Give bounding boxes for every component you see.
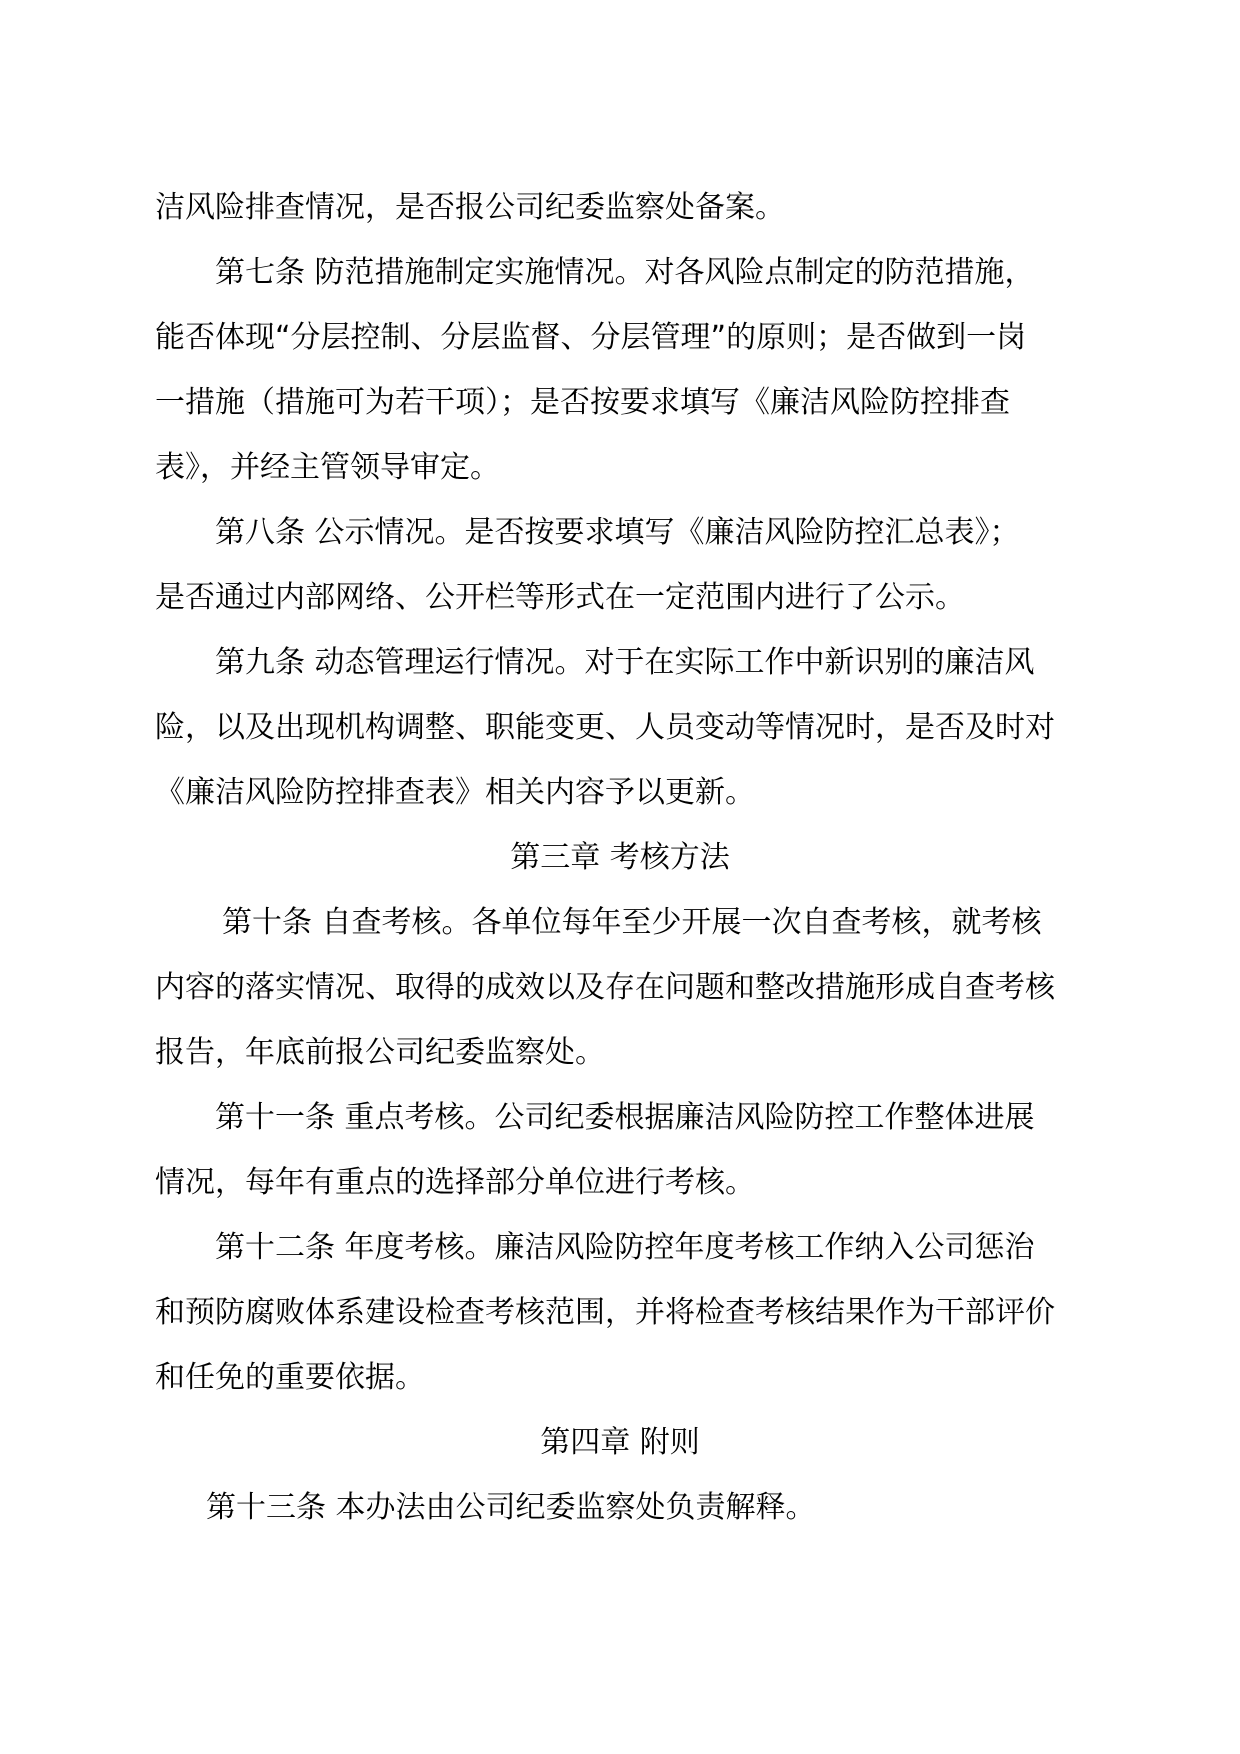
- paragraph-line: 表》，并经主管领导审定。: [155, 450, 500, 485]
- article-13-line: 第十三条 本办法由公司纪委监察处负责解释。: [206, 1490, 816, 1525]
- article-7-line: 第七条 防范措施制定实施情况。对各风险点制定的防范措施，: [215, 255, 1035, 290]
- paragraph-line: 能否体现“分层控制、分层监督、分层管理”的原则；是否做到一岗: [155, 320, 1027, 355]
- paragraph-line: 情况，每年有重点的选择部分单位进行考核。: [155, 1165, 755, 1200]
- paragraph-line: 内容的落实情况、取得的成效以及存在问题和整改措施形成自查考核: [155, 970, 1055, 1005]
- paragraph-line: 报告，年底前报公司纪委监察处。: [155, 1035, 605, 1070]
- paragraph-line: 《廉洁风险防控排查表》相关内容予以更新。: [155, 775, 755, 810]
- article-12-line: 第十二条 年度考核。廉洁风险防控年度考核工作纳入公司惩治: [215, 1230, 1035, 1265]
- chapter-3-heading: 第三章 考核方法: [510, 840, 730, 875]
- article-9-line: 第九条 动态管理运行情况。对于在实际工作中新识别的廉洁风: [215, 645, 1035, 680]
- paragraph-line: 和预防腐败体系建设检查考核范围，并将检查考核结果作为干部评价: [155, 1295, 1055, 1330]
- paragraph-line: 险，以及出现机构调整、职能变更、人员变动等情况时，是否及时对: [155, 710, 1055, 745]
- paragraph-line: 和任免的重要依据。: [155, 1360, 425, 1395]
- article-10-line: 第十条 自查考核。各单位每年至少开展一次自查考核，就考核: [222, 905, 1042, 940]
- chapter-4-heading: 第四章 附则: [540, 1425, 700, 1460]
- article-8-line: 第八条 公示情况。是否按要求填写《廉洁风险防控汇总表》；: [215, 515, 1020, 550]
- article-11-line: 第十一条 重点考核。公司纪委根据廉洁风险防控工作整体进展: [215, 1100, 1035, 1135]
- paragraph-line: 洁风险排查情况，是否报公司纪委监察处备案。: [155, 190, 785, 225]
- paragraph-line: 一措施（措施可为若干项）；是否按要求填写《廉洁风险防控排查: [155, 385, 1010, 420]
- paragraph-line: 是否通过内部网络、公开栏等形式在一定范围内进行了公示。: [155, 580, 965, 615]
